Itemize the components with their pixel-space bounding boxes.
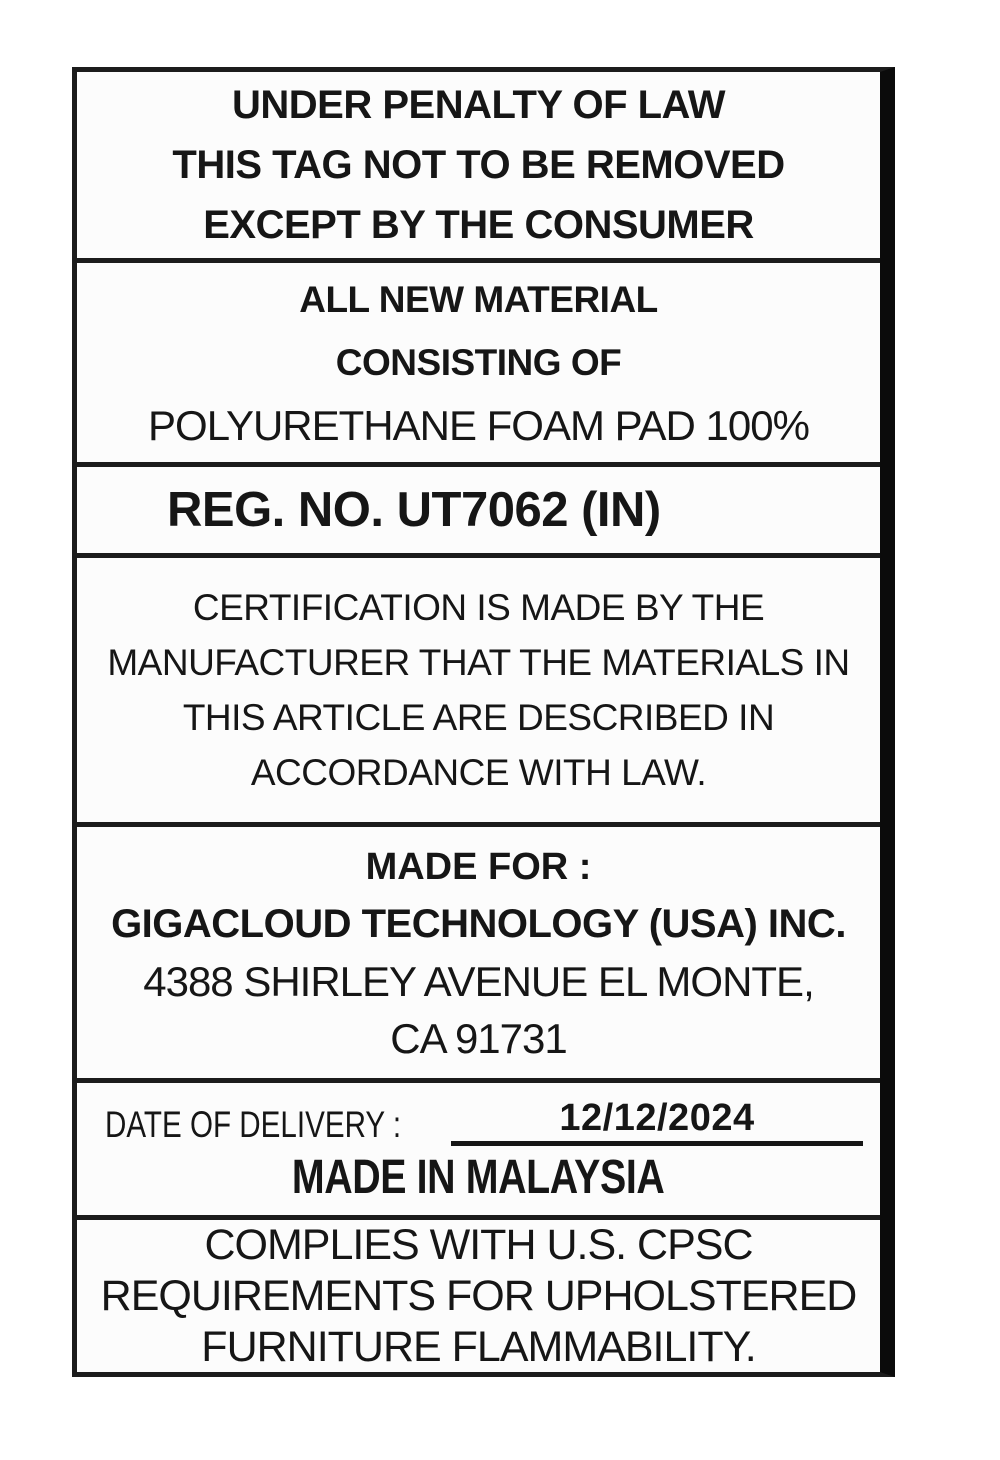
compliance-line-3: FURNITURE FLAMMABILITY. [201, 1322, 756, 1371]
certification-line-1: CERTIFICATION IS MADE BY THE [192, 587, 765, 628]
certification-line-3: THIS ARTICLE ARE DESCRIBED IN [182, 697, 775, 738]
penalty-line-1: UNDER PENALTY OF LAW [232, 83, 725, 127]
material-content-line: POLYURETHANE FOAM PAD 100% [148, 402, 809, 449]
delivery-date-value: 12/12/2024 [559, 1097, 755, 1139]
made-for-heading: MADE FOR : [365, 845, 592, 888]
certification-line-4: ACCORDANCE WITH LAW. [250, 752, 707, 793]
compliance-line-2: REQUIREMENTS FOR UPHOLSTERED [100, 1271, 857, 1320]
compliance-section [77, 1220, 880, 1372]
material-heading-2: CONSISTING OF [335, 342, 622, 383]
material-heading-1: ALL NEW MATERIAL [299, 279, 658, 320]
penalty-line-3: EXCEPT BY THE CONSUMER [203, 203, 754, 247]
certification-section [77, 558, 880, 827]
address-line-1: 4388 SHIRLEY AVENUE EL MONTE, [143, 957, 814, 1005]
address-line-2: CA 91731 [390, 1014, 567, 1062]
made-for-section [77, 827, 880, 1083]
law-label-tag [72, 67, 895, 1377]
delivery-section [77, 1083, 880, 1220]
material-section [77, 263, 880, 467]
certification-line-2: MANUFACTURER THAT THE MATERIALS IN [107, 642, 850, 683]
delivery-row [77, 1091, 880, 1146]
penalty-line-2: THIS TAG NOT TO BE REMOVED [172, 143, 785, 187]
date-of-delivery-label: DATE OF DELIVERY : [105, 1104, 402, 1145]
company-name: GIGACLOUD TECHNOLOGY (USA) INC. [111, 901, 846, 946]
made-in-origin: MADE IN MALAYSIA [292, 1151, 665, 1204]
reg-number-text: REG. NO. UT7062 (IN) [167, 483, 661, 537]
date-underline [451, 1097, 863, 1146]
compliance-line-1: COMPLIES WITH U.S. CPSC [204, 1220, 753, 1269]
reg-section [77, 467, 880, 558]
penalty-section [77, 72, 880, 263]
